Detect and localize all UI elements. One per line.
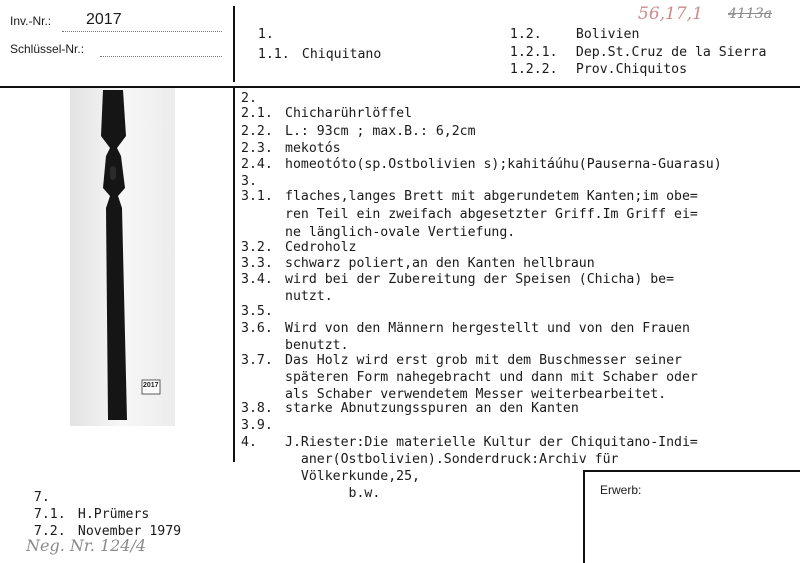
ethnic-group [242,32,381,62]
entry-num: 3.1. [241,189,273,204]
acquisition-label: Erwerb: [600,483,642,497]
inventory-number: 2017 [86,11,122,28]
entry-num: 2.1. [241,106,273,121]
entry-num: 2.2. [241,124,273,139]
inventory-label: Inv.-Nr.: [10,14,52,28]
entry-text: J.Riester:Die materielle Kultur der Chiquitano-Indi= aner(Ostbolivien).Sonderdruck:Archiv für Völkerkunde,25, b.w. [285,435,698,501]
footer-num: 7. [33,490,50,505]
handwritten-struck-code: 4113a [728,6,772,22]
key-number-label: Schlüssel-Nr.: [10,42,85,56]
entry-num: 3.4. [241,272,273,287]
entry-num: 3.5. [241,304,273,319]
entry-3-7 [241,352,698,403]
entry-text: starke Abnutzungsspuren an den Kanten [285,401,579,416]
entry-num: 3.8. [241,401,273,416]
entry-num: 2.3. [241,141,273,156]
entry-3-4 [241,271,674,305]
ethnic-group-num: 1.1. [257,47,290,62]
entry-text: flaches,langes Brett mit abgerundetem Kanten;im obe= ren Teil ein zweifach abgesetzter Griff.Im Griff ei= ne länglich-ovale Vertiefung. [285,189,698,240]
footer-num: 7.1. [33,507,66,522]
entry-text: homeotóto(sp.Ostbolivien s);kahitáúhu(Pauserna-Guarasu) [285,157,722,172]
key-number-dotted-line [100,56,222,57]
entry-text: wird bei der Zubereitung der Speisen (Chicha) be= nutzt. [285,272,675,304]
entry-num: 3. [241,174,257,189]
region-num: 1. [257,27,274,42]
entry-text: Wird von den Männern hergestellt und von den Frauen benutzt. [285,321,690,353]
collection-date: November 1979 [77,524,182,539]
spoon-silhouette [70,88,175,426]
entry-3-2 [241,240,356,255]
entry-num: 3.6. [241,321,273,336]
entry-3-5 [241,304,285,319]
entry-text: schwarz poliert,an den Kanten hellbraun [285,256,595,271]
photo-right-rule [233,88,235,462]
entry-num: 3.3. [241,256,273,271]
footer-num: 7.2. [33,524,66,539]
entry-num: 4. [241,435,257,450]
entry-num: 3.9. [241,418,273,433]
entry-text: L.: 93cm ; max.B.: 6,2cm [285,124,476,139]
location-country-text: Bolivien [575,27,640,42]
entry-text: Chicharührlöffel [285,106,413,121]
header-vertical-rule [233,6,235,82]
entry-2-4 [241,157,722,172]
handwritten-negative-number: Neg. Nr. 124/4 [26,536,147,555]
entry-2-3 [241,141,341,156]
entry-2-1 [241,106,412,121]
entry-text: Cedroholz [285,240,357,255]
object-photo [70,88,175,426]
entry-3-9 [241,418,285,433]
location-province [494,47,687,77]
object-tag-number: 2017 [143,382,159,389]
entry-2-2 [241,124,476,139]
entry-2 [241,91,285,106]
location-department-text: Dep.St.Cruz de la Sierra [575,45,767,60]
entry-num: 2. [241,91,257,106]
entry-num: 2.4. [241,157,273,172]
handwritten-catalog-code: 56,17,1 [638,4,703,24]
collector-name: H.Prümers [77,507,150,522]
entry-3-8 [241,401,579,416]
location-province-text: Prov.Chiquitos [575,62,688,77]
entry-text: Das Holz wird erst grob mit dem Buschmesser seiner späteren Form nahegebracht und dann mit Schaber oder als Schaber verwendetem Messer weiterbearbeitet. [285,353,698,402]
entry-3-1 [241,188,698,242]
ethnic-group-text: Chiquitano [301,47,382,62]
entry-3 [241,174,285,189]
entry-num: 3.7. [241,353,273,368]
inventory-dotted-line [62,31,222,32]
entry-3-6 [241,320,690,354]
footer-item-7-2 [18,509,181,539]
location-department-num: 1.2.1. [509,45,558,60]
entry-num: 3.2. [241,240,273,255]
location-province-num: 1.2.2. [509,62,558,77]
entry-text: mekotós [285,141,341,156]
entry-3-3 [241,256,595,271]
location-country-num: 1.2. [509,27,542,42]
